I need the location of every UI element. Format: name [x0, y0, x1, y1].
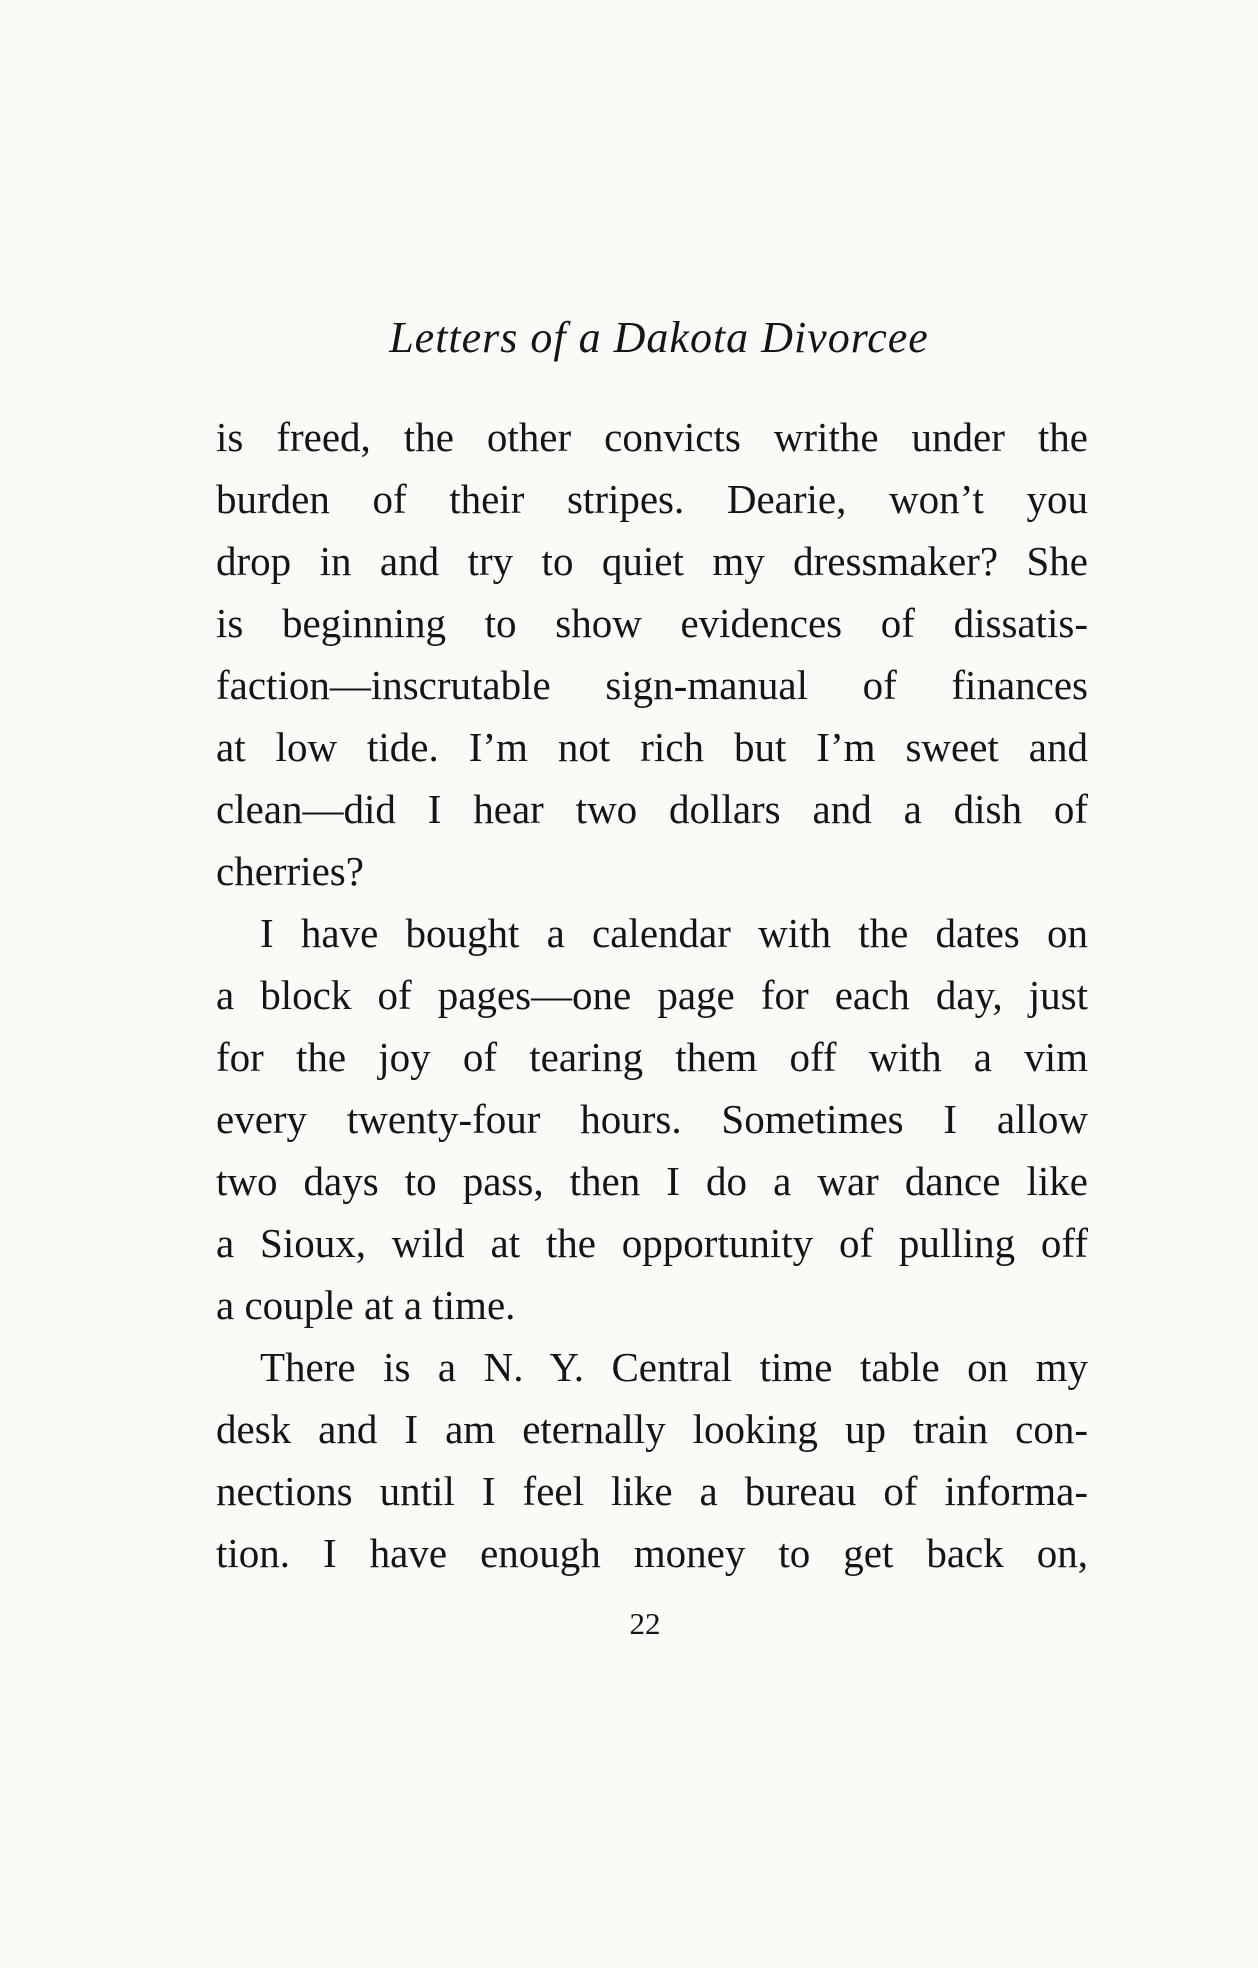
text-line: desk and I am eternally looking up train con-	[216, 1406, 1088, 1452]
paragraph-3	[216, 1336, 1088, 1584]
text-line: There is a N. Y. Central time table on my	[260, 1344, 1088, 1390]
page-number: 22	[629, 1606, 661, 1641]
text-line: every twenty-four hours. Sometimes I allow	[216, 1096, 1088, 1142]
running-head: Letters of a Dakota Divorcee	[389, 313, 929, 362]
text-line: clean—did I hear two dollars and a dish of	[216, 786, 1088, 832]
text-line: a couple at a time.	[216, 1282, 516, 1328]
text-line: for the joy of tearing them off with a vim	[216, 1034, 1088, 1080]
paragraph-2	[216, 902, 1088, 1336]
paragraph-1	[216, 406, 1088, 902]
text-line: I have bought a calendar with the dates on	[260, 910, 1088, 956]
text-line: a Sioux, wild at the opportunity of pulling off	[216, 1220, 1088, 1266]
body-text	[216, 406, 1088, 1584]
text-line: a block of pages—one page for each day, just	[216, 972, 1088, 1018]
text-line: tion. I have enough money to get back on,	[216, 1530, 1088, 1576]
text-line: drop in and try to quiet my dressmaker? She	[216, 538, 1088, 584]
text-line: cherries?	[216, 848, 364, 894]
text-line: is freed, the other convicts writhe under the	[216, 414, 1088, 460]
text-line: faction—inscrutable sign-manual of finances	[216, 662, 1088, 708]
text-line: nections until I feel like a bureau of informa-	[216, 1468, 1088, 1514]
text-line: at low tide. I’m not rich but I’m sweet and	[216, 724, 1088, 770]
text-line: two days to pass, then I do a war dance like	[216, 1158, 1088, 1204]
text-line: burden of their stripes. Dearie, won’t you	[216, 476, 1088, 522]
text-line: is beginning to show evidences of dissatis-	[216, 600, 1088, 646]
